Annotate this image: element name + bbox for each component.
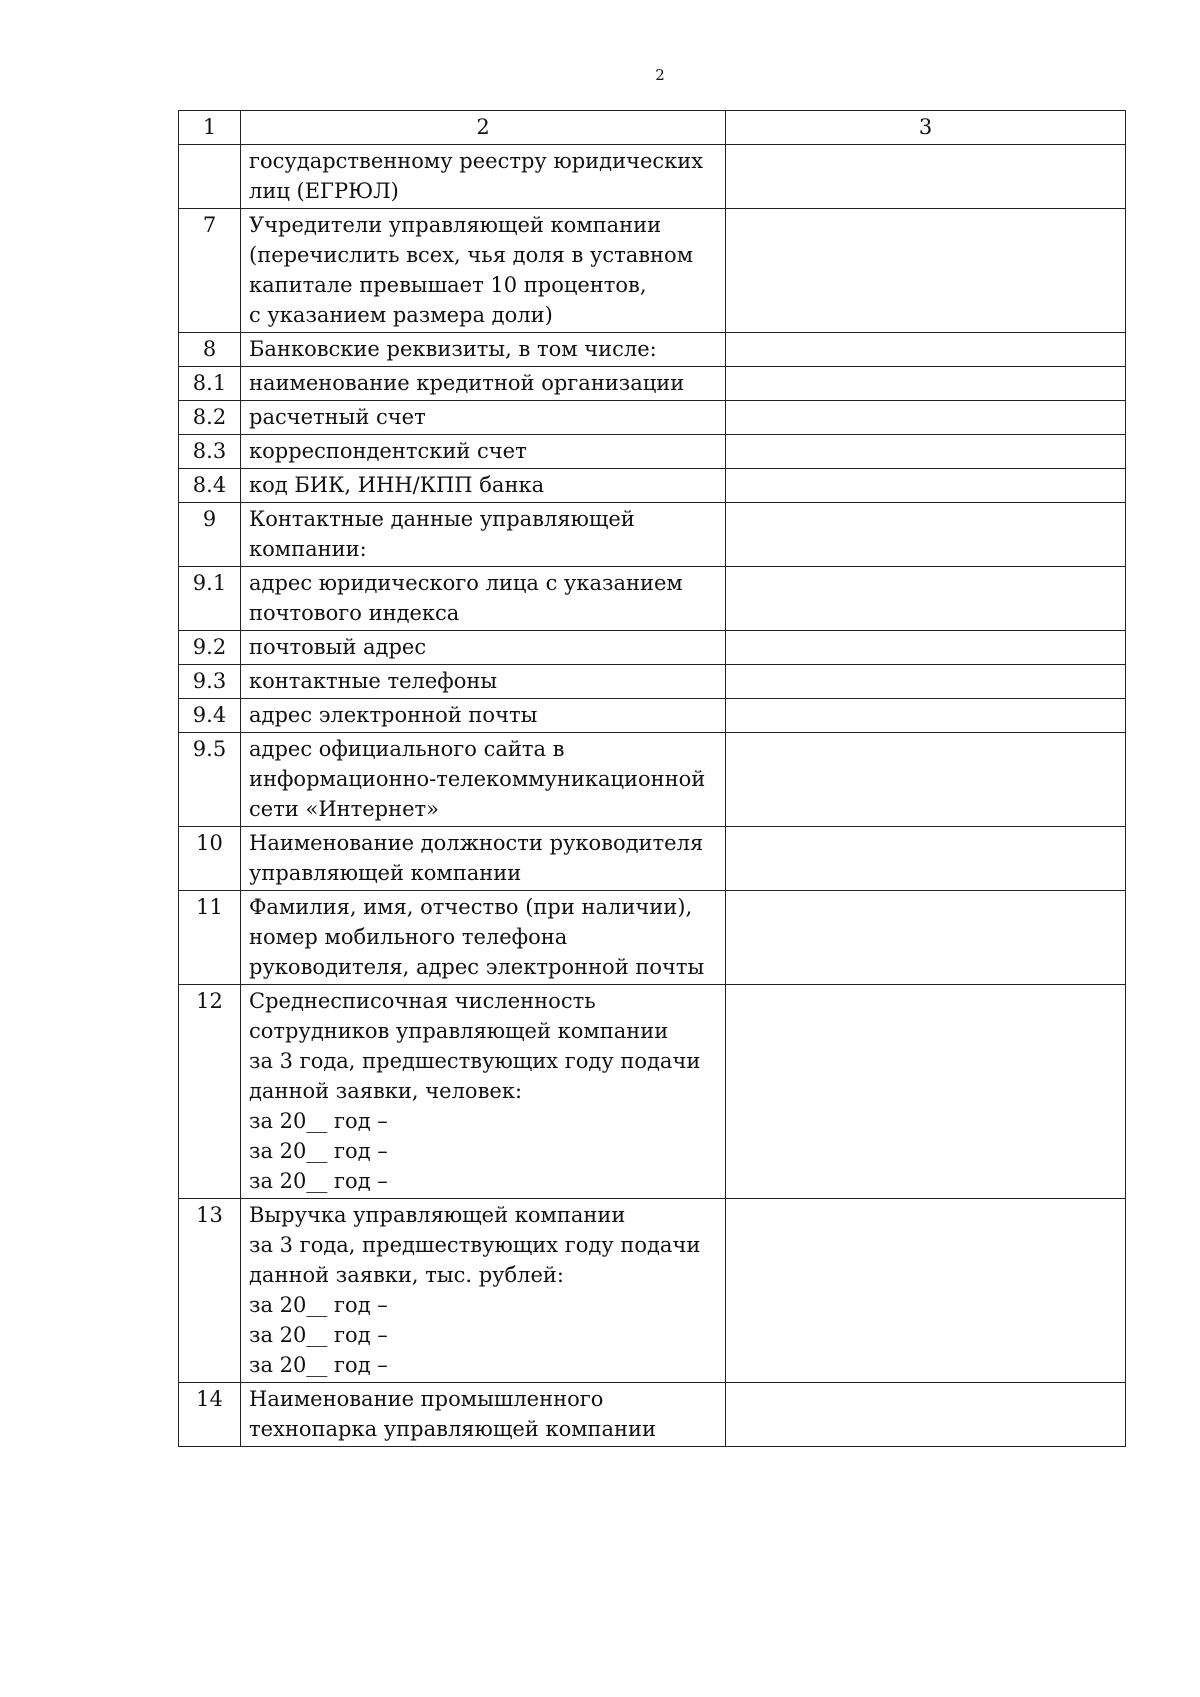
description-line: компании: [249,537,367,561]
row-description [241,209,726,333]
row-value-cell[interactable] [726,631,1126,665]
table-row [179,985,1126,1199]
description-line: Контактные данные управляющей [249,507,635,531]
row-description [241,469,726,503]
description-line: адрес юридического лица с указанием [249,571,683,595]
table-header-row [179,111,1126,145]
row-description [241,145,726,209]
application-form-table [178,110,1126,1447]
table-row [179,503,1126,567]
description-line: (перечислить всех, чья доля в уставном [249,243,694,267]
row-number: 11 [179,891,241,985]
description-line: данной заявки, тыс. рублей: [249,1263,564,1287]
row-description [241,665,726,699]
row-value-cell[interactable] [726,733,1126,827]
header-col-name: 2 [241,111,726,145]
description-line: информационно-телекоммуникационной [249,767,706,791]
description-line: адрес официального сайта в [249,737,565,761]
row-number: 8.3 [179,435,241,469]
table-row [179,1199,1126,1383]
description-line: Банковские реквизиты, в том числе: [249,337,657,361]
row-description [241,1199,726,1383]
row-description [241,435,726,469]
row-value-cell[interactable] [726,401,1126,435]
description-line: Выручка управляющей компании [249,1203,626,1227]
row-value-cell[interactable] [726,367,1126,401]
row-description [241,891,726,985]
description-line: за 20__ год – [249,1109,388,1133]
description-line: за 20__ год – [249,1293,388,1317]
table-row [179,665,1126,699]
table-row [179,891,1126,985]
page-number: 2 [655,66,665,84]
row-number: 9.2 [179,631,241,665]
description-line: данной заявки, человек: [249,1079,523,1103]
description-line: за 20__ год – [249,1139,388,1163]
row-description [241,567,726,631]
table-row [179,469,1126,503]
table-row [179,827,1126,891]
description-line: почтовый адрес [249,635,427,659]
row-value-cell[interactable] [726,145,1126,209]
description-line: Наименование промышленного [249,1387,604,1411]
description-line: Наименование должности руководителя [249,831,704,855]
description-line: адрес электронной почты [249,703,538,727]
description-line: за 20__ год – [249,1323,388,1347]
row-value-cell[interactable] [726,209,1126,333]
table-row [179,567,1126,631]
description-line: контактные телефоны [249,669,498,693]
table-row [179,699,1126,733]
row-value-cell[interactable] [726,699,1126,733]
description-line: за 20__ год – [249,1169,388,1193]
row-value-cell[interactable] [726,503,1126,567]
row-value-cell[interactable] [726,333,1126,367]
row-number: 7 [179,209,241,333]
row-number: 8.4 [179,469,241,503]
table-row [179,209,1126,333]
description-line: Среднесписочная численность [249,989,596,1013]
row-description [241,1383,726,1447]
table-row [179,401,1126,435]
row-description [241,367,726,401]
table-row [179,733,1126,827]
description-line: наименование кредитной организации [249,371,685,395]
table-row [179,1383,1126,1447]
description-line: за 3 года, предшествующих году подачи [249,1049,701,1073]
row-description [241,503,726,567]
row-number: 8.1 [179,367,241,401]
row-number: 9.5 [179,733,241,827]
description-line: сети «Интернет» [249,797,440,821]
table-row [179,333,1126,367]
row-value-cell[interactable] [726,665,1126,699]
description-line: технопарка управляющей компании [249,1417,657,1441]
row-number [179,145,241,209]
description-line: расчетный счет [249,405,426,429]
table-body [179,111,1126,1447]
description-line: управляющей компании [249,861,522,885]
description-line: с указанием размера доли) [249,303,553,327]
row-number: 14 [179,1383,241,1447]
table-row [179,367,1126,401]
row-number: 8.2 [179,401,241,435]
description-line: руководителя, адрес электронной почты [249,955,705,979]
row-number: 9.4 [179,699,241,733]
table-row [179,435,1126,469]
row-number: 8 [179,333,241,367]
header-col-number: 1 [179,111,241,145]
description-line: Учредители управляющей компании [249,213,662,237]
description-line: лиц (ЕГРЮЛ) [249,179,399,203]
row-value-cell[interactable] [726,827,1126,891]
description-line: за 20__ год – [249,1353,388,1377]
row-value-cell[interactable] [726,469,1126,503]
table-row [179,631,1126,665]
description-line: корреспондентский счет [249,439,527,463]
row-number: 9.1 [179,567,241,631]
row-number: 10 [179,827,241,891]
description-line: за 3 года, предшествующих году подачи [249,1233,701,1257]
row-description [241,733,726,827]
row-value-cell[interactable] [726,985,1126,1199]
row-value-cell[interactable] [726,435,1126,469]
description-line: Фамилия, имя, отчество (при наличии), [249,895,693,919]
row-description [241,333,726,367]
table-row [179,145,1126,209]
description-line: номер мобильного телефона [249,925,568,949]
description-line: капитале превышает 10 процентов, [249,273,647,297]
row-description [241,699,726,733]
row-number: 9.3 [179,665,241,699]
row-value-cell[interactable] [726,1383,1126,1447]
row-number: 13 [179,1199,241,1383]
row-value-cell[interactable] [726,567,1126,631]
description-line: код БИК, ИНН/КПП банка [249,473,545,497]
row-description [241,401,726,435]
description-line: государственному реестру юридических [249,149,704,173]
row-description [241,985,726,1199]
row-number: 9 [179,503,241,567]
row-value-cell[interactable] [726,1199,1126,1383]
row-description [241,827,726,891]
row-number: 12 [179,985,241,1199]
description-line: сотрудников управляющей компании [249,1019,669,1043]
row-description [241,631,726,665]
row-value-cell[interactable] [726,891,1126,985]
header-col-value: 3 [726,111,1126,145]
description-line: почтового индекса [249,601,460,625]
